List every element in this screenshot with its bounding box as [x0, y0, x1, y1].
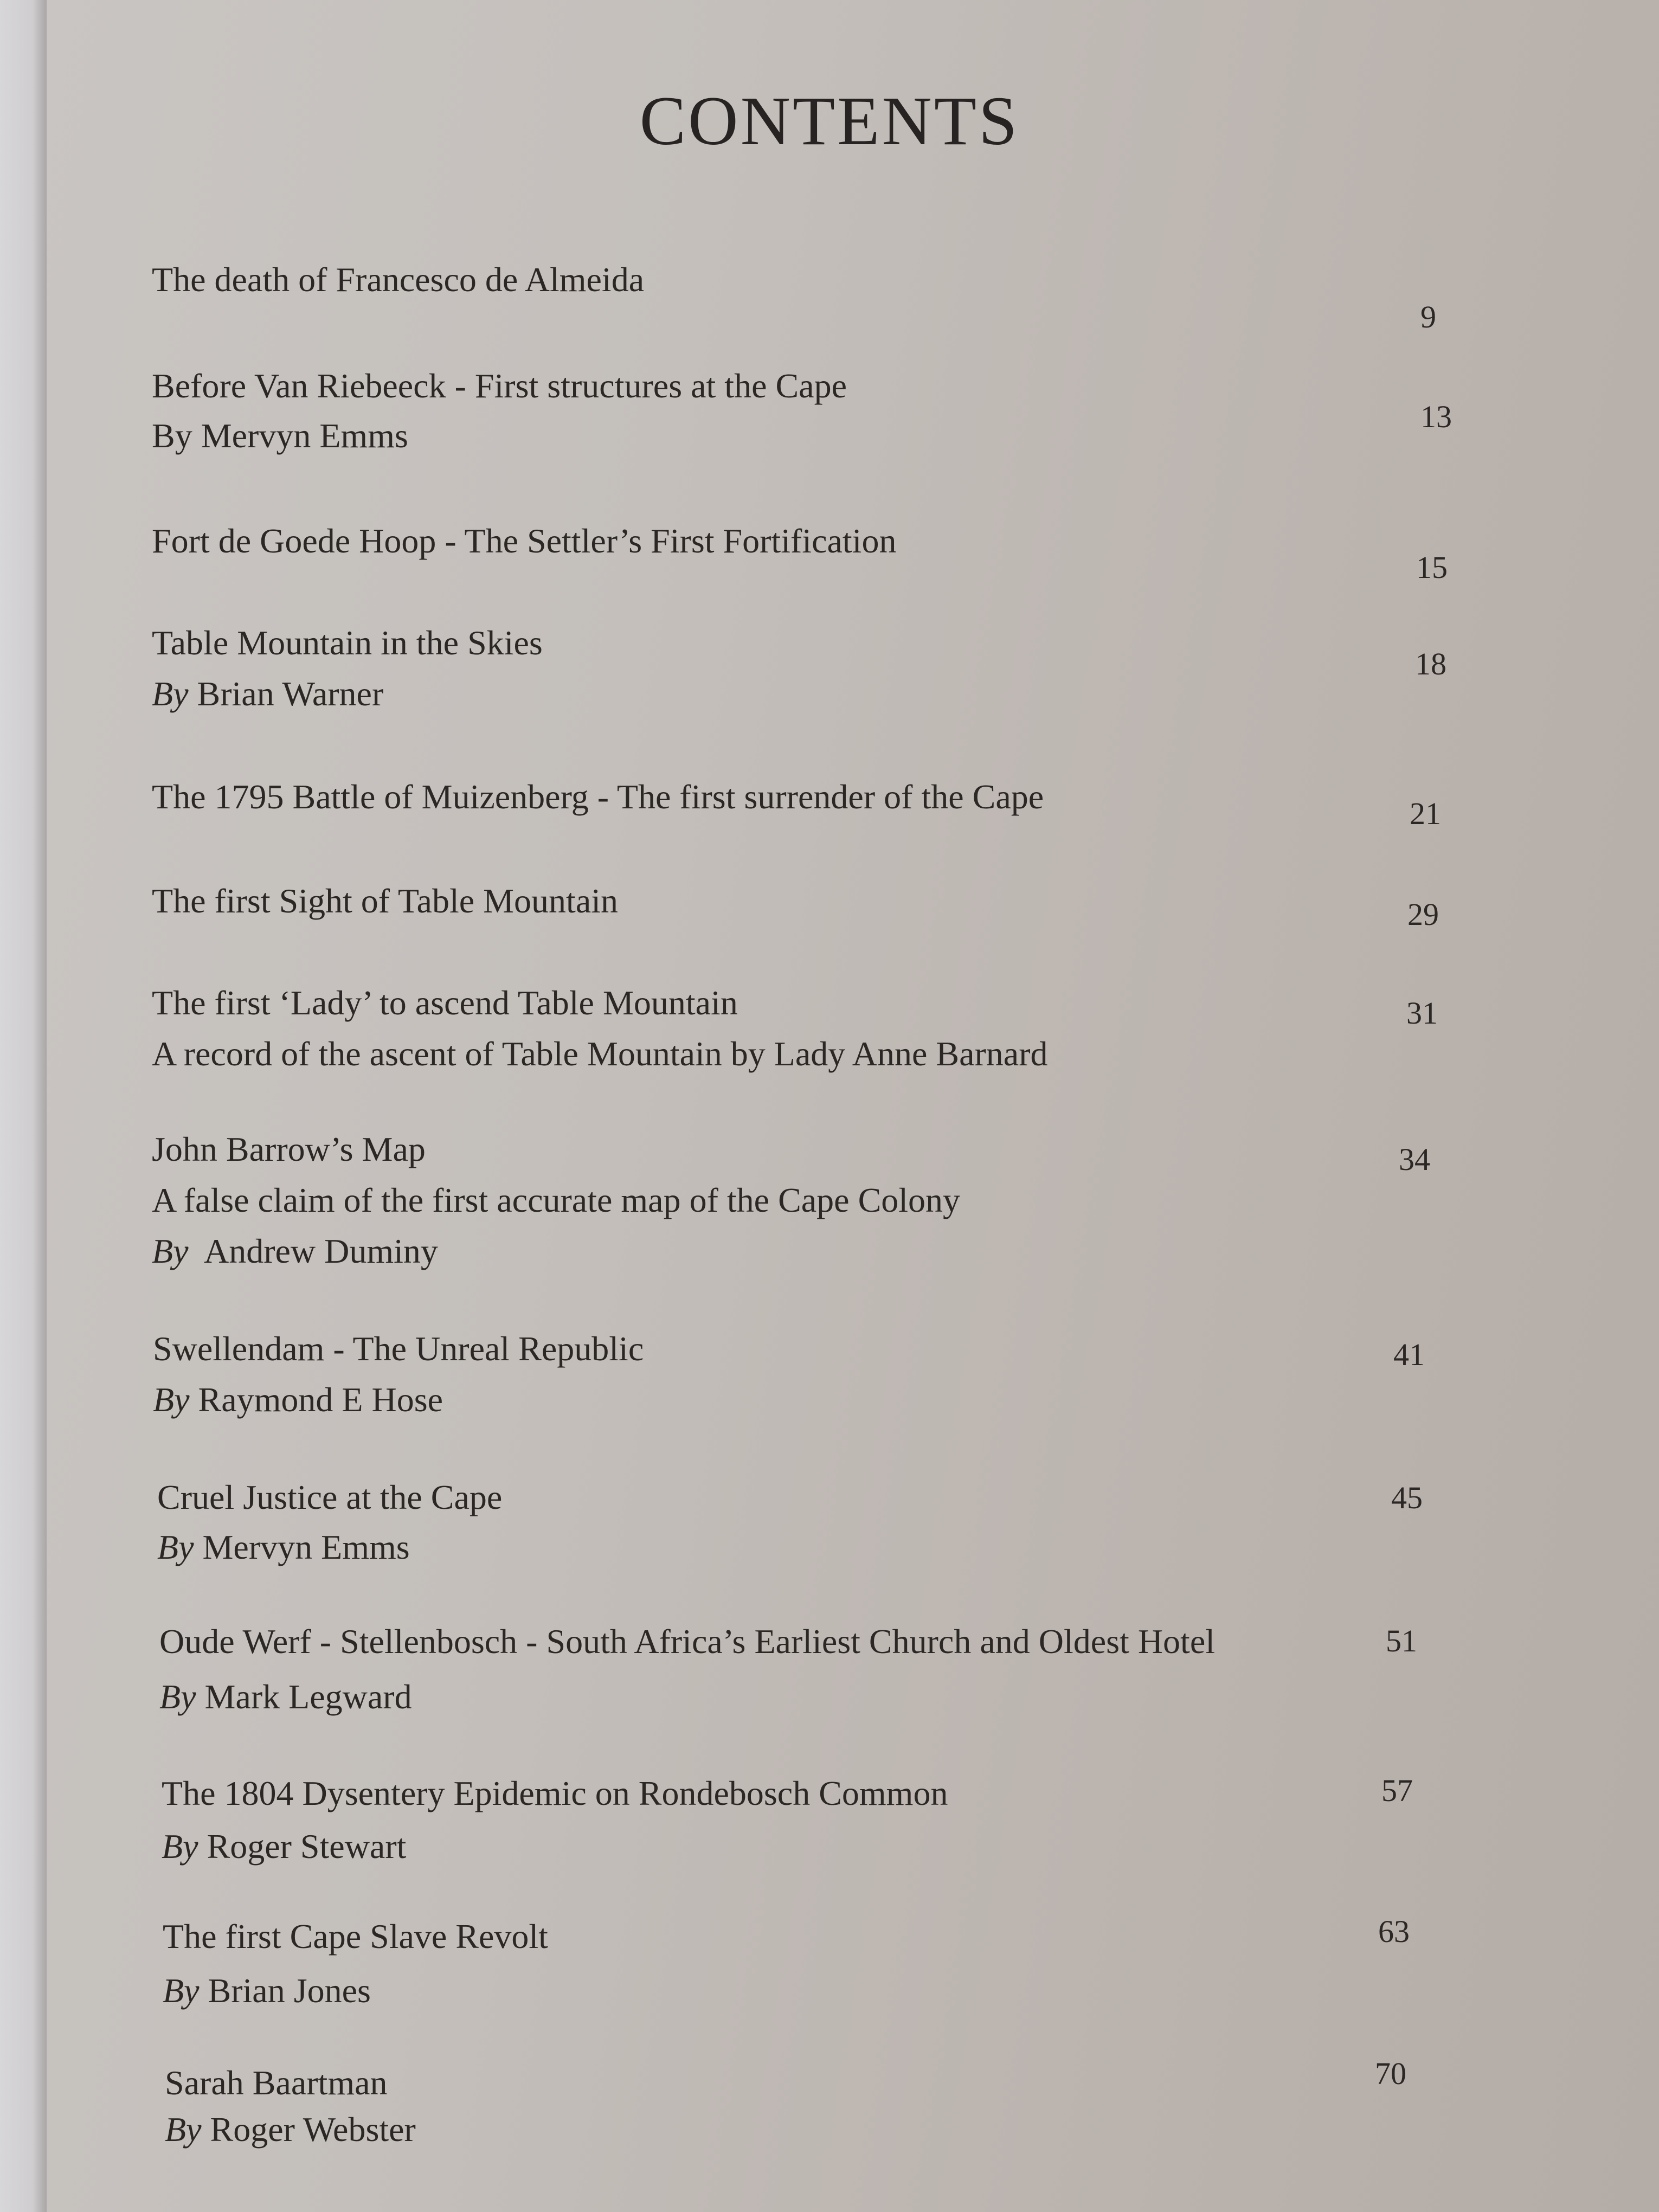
page-number: 34: [1399, 1142, 1430, 1177]
author-name: Roger Webster: [210, 2110, 416, 2149]
entry-title: Sarah Baartman: [165, 2063, 388, 2102]
author-name: Mervyn Emms: [202, 1528, 410, 1566]
entry-title: The first Cape Slave Revolt: [163, 1917, 548, 1956]
entry-title: Fort de Goede Hoop - The Settler’s First Fortification: [152, 522, 897, 560]
entry-subtitle: A record of the ascent of Table Mountain by Lady Anne Barnard: [152, 1034, 1048, 1073]
page-number: 18: [1415, 646, 1446, 681]
entry-author: [152, 674, 384, 713]
page-number: 31: [1406, 995, 1438, 1031]
contents-page: [47, 0, 1659, 2212]
entry-title: Cruel Justice at the Cape: [157, 1478, 503, 1516]
author-name: Andrew Duminy: [203, 1232, 438, 1270]
entry-author: [157, 1530, 410, 1565]
author-name: Mervyn Emms: [201, 416, 408, 455]
author-name: Brian Warner: [197, 674, 384, 713]
page-title: CONTENTS: [639, 82, 1020, 159]
previous-page-edge: [0, 0, 47, 2212]
author-prefix: By: [153, 1380, 190, 1419]
entry-author: [152, 416, 408, 455]
author-prefix: By: [152, 674, 189, 713]
page-number: 21: [1410, 796, 1441, 831]
page-number: 13: [1420, 399, 1452, 434]
entry-author: [159, 1677, 412, 1716]
page-number: 70: [1375, 2056, 1406, 2091]
page-number: 29: [1407, 897, 1439, 932]
entry-title: The 1804 Dysentery Epidemic on Rondebosch Common: [162, 1774, 948, 1812]
entry-title: John Barrow’s Map: [152, 1130, 426, 1168]
page-number: 41: [1393, 1337, 1425, 1372]
page-number: 57: [1381, 1773, 1413, 1808]
entry-title: The first Sight of Table Mountain: [152, 882, 618, 920]
page-number: 45: [1391, 1480, 1423, 1515]
author-prefix: By: [157, 1528, 194, 1566]
page-number: 9: [1420, 299, 1436, 335]
page-number: 63: [1378, 1914, 1410, 1949]
entry-title: Swellendam - The Unreal Republic: [153, 1329, 644, 1368]
author-name: Roger Stewart: [207, 1827, 407, 1866]
entry-author: [152, 1234, 438, 1269]
entry-title: Before Van Riebeeck - First structures at the Cape: [152, 366, 847, 405]
entry-title: Table Mountain in the Skies: [152, 623, 543, 662]
entry-author: [162, 1829, 406, 1864]
page-number: 51: [1386, 1623, 1417, 1658]
entry-title: The death of Francesco de Almeida: [152, 260, 645, 299]
author-prefix: By: [159, 1677, 196, 1716]
page-number: 15: [1416, 550, 1448, 585]
entry-author: [163, 1973, 371, 2008]
entry-subtitle: A false claim of the first accurate map of the Cape Colony: [152, 1181, 961, 1219]
entry-author: [165, 2112, 416, 2147]
author-prefix: By: [162, 1827, 198, 1866]
author-prefix: By: [152, 416, 192, 455]
entry-title: The 1795 Battle of Muizenberg - The first surrender of the Cape: [152, 777, 1044, 816]
author-prefix: By: [152, 1232, 189, 1270]
author-name: Mark Legward: [204, 1677, 412, 1716]
author-name: Raymond E Hose: [198, 1380, 443, 1419]
author-prefix: By: [165, 2110, 202, 2149]
entry-author: [153, 1382, 443, 1417]
author-prefix: By: [163, 1971, 200, 2010]
author-name: Brian Jones: [208, 1971, 371, 2010]
entry-title: Oude Werf - Stellenbosch - South Africa’s Earliest Church and Oldest Hotel: [159, 1622, 1215, 1661]
entry-title: The first ‘Lady’ to ascend Table Mountain: [152, 983, 738, 1022]
